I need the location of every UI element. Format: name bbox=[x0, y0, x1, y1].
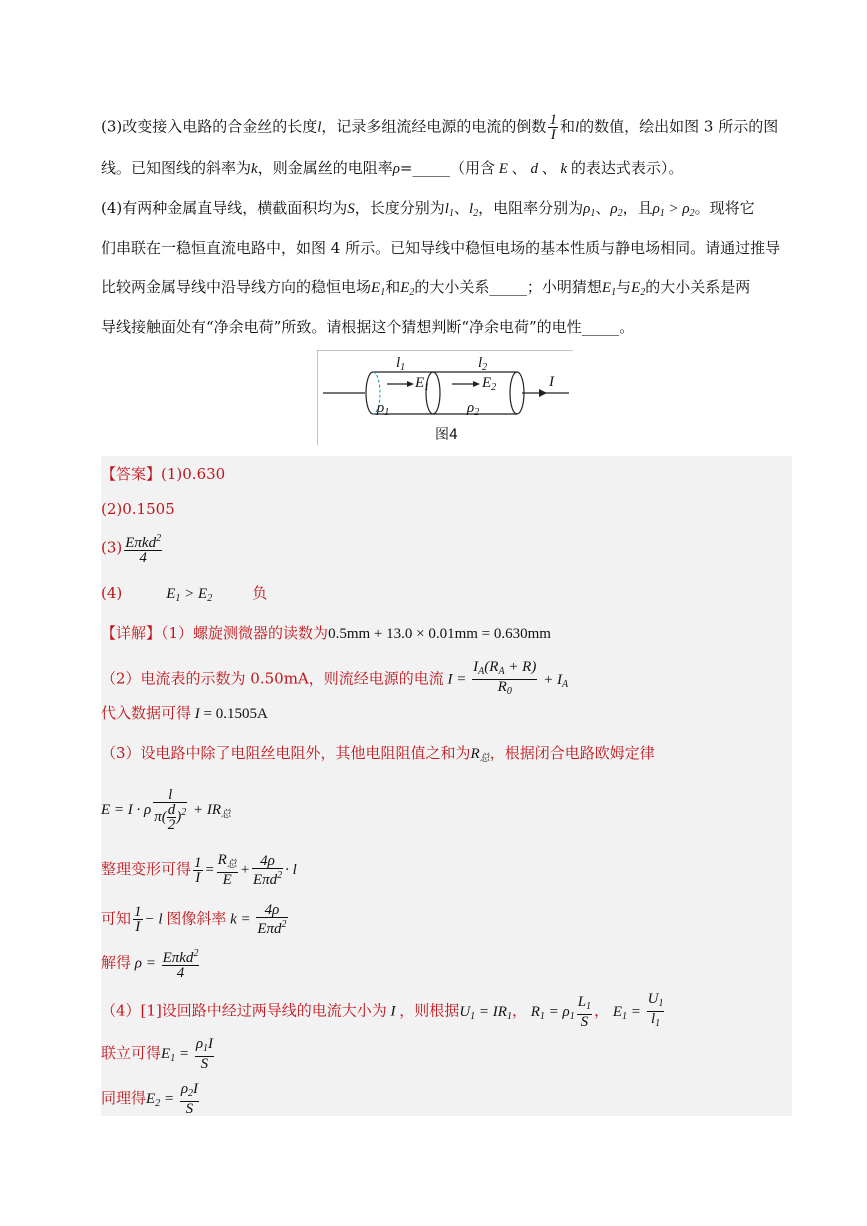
detail-line11: 同理得$E_2$ = $\frac{\rho_2I}{S}$ bbox=[101, 1081, 199, 1117]
detail-line10: 联立可得$E_1$ = $\frac{\rho_1I}{S}$ bbox=[101, 1036, 214, 1072]
figure-caption: 图4 bbox=[435, 427, 458, 443]
answer-line1: 【答案】(1)0.630 bbox=[101, 465, 226, 483]
detail-line1: 【详解】（1）螺旋测微器的读数为0.5mm + 13.0 × 0.01mm = 0.630mm bbox=[101, 624, 551, 642]
current-arrow-icon bbox=[539, 389, 547, 397]
label-E2: $E_2$ bbox=[482, 375, 497, 393]
q4-line4: 导线接触面处有“净余电荷”所致。请根据这个猜想判断“净余电荷”的电性_____。 bbox=[101, 318, 635, 336]
label-rho1: $\rho_1$ bbox=[377, 400, 390, 418]
answer-line3: (3) $\frac{E\pi kd^2}{4}$ bbox=[101, 533, 162, 566]
detail-line5: E = I · ρ l π( $\frac{d}{2}$ )$^2$ + $IR_总$ bbox=[101, 787, 232, 833]
detail-line9: （4）[1]设回路中经过两导线的电流大小为 I ，则根据$U_1 = IR_1$， $R_1 = \rho_1$ $\frac{L_1}{S}$ ， $E_1$ = $\frac{U_1}{l_1}$ bbox=[101, 991, 664, 1030]
label-l2: $l_2$ bbox=[478, 355, 488, 373]
detail-line7: 可知 $\frac{1}{I}$ − l 图像斜率 k = $\frac{4\rho}{E\pi d^2}$ bbox=[101, 902, 287, 937]
reciprocal-I: $\frac{1}{I}$ bbox=[549, 112, 557, 143]
label-l1: $l_1$ bbox=[396, 355, 406, 373]
q4-line2: 们串联在一稳恒直流电路中，如图 4 所示。已知导线中稳恒电场的基本性质与静电场相同。请通过推导 bbox=[101, 239, 781, 257]
detail-heading: 【详解】 bbox=[101, 624, 162, 642]
detail-line4: （3）设电路中除了电阻丝电阻外，其他电阻阻值之和为$R_总$，根据闭合电路欧姆定律 bbox=[101, 744, 655, 764]
detail-line2: （2）电流表的示数为 0.50mA，则流经电源的电流 I = $\frac{I_A(R_A + R)}{R_0}$ + $I_A$ bbox=[101, 659, 569, 697]
detail-line6: 整理变形可得 $\frac{1}{I}$ = $\frac{R_总}{E}$ + $\frac{4\rho}{E\pi d^2}$ · l bbox=[101, 852, 297, 888]
answer-heading: 【答案】 bbox=[101, 465, 162, 483]
q4-line1: (4)有两种金属直导线，横截面积均为S，长度分别为$l_1$、$l_2$，电阻率分别为$\rho_1$、$\rho_2$，且$\rho_1 > \rho_2$。现将它 bbox=[101, 199, 755, 219]
answer-blank: _____ bbox=[412, 159, 450, 177]
label-E1: $E_1$ bbox=[415, 375, 430, 393]
label-current: I bbox=[549, 374, 554, 390]
detail-line3: 代入数据可得 I = 0.1505A bbox=[101, 704, 268, 722]
figure-4 bbox=[317, 350, 573, 445]
q3-line1: (3)改变接入电路的合金丝的长度l，记录多组流经电源的电流的倒数 $\frac{1}{I}$ 和l的数值，绘出如图 3 所示的图 bbox=[101, 112, 779, 143]
q4-line3: 比较两金属导线中沿导线方向的稳恒电场$E_1$和$E_2$的大小关系_____；小明猜想$E_1$与$E_2$的大小关系是两 bbox=[101, 278, 751, 298]
answer-line4: (4) $E_1 > E_2$ 负 bbox=[101, 584, 268, 604]
q3-line2: 线。已知图线的斜率为k，则金属丝的电阻率ρ=_____（用含 E 、 d 、 k 的表达式表示）。 bbox=[101, 159, 684, 177]
answer-line2: (2)0.1505 bbox=[101, 500, 175, 518]
label-rho2: $\rho_2$ bbox=[467, 400, 480, 418]
answer-blank: _____ bbox=[581, 318, 620, 336]
answer-blank: _____ bbox=[489, 278, 527, 296]
detail-line8: 解得 ρ = $\frac{E\pi kd^2}{4}$ bbox=[101, 948, 199, 981]
